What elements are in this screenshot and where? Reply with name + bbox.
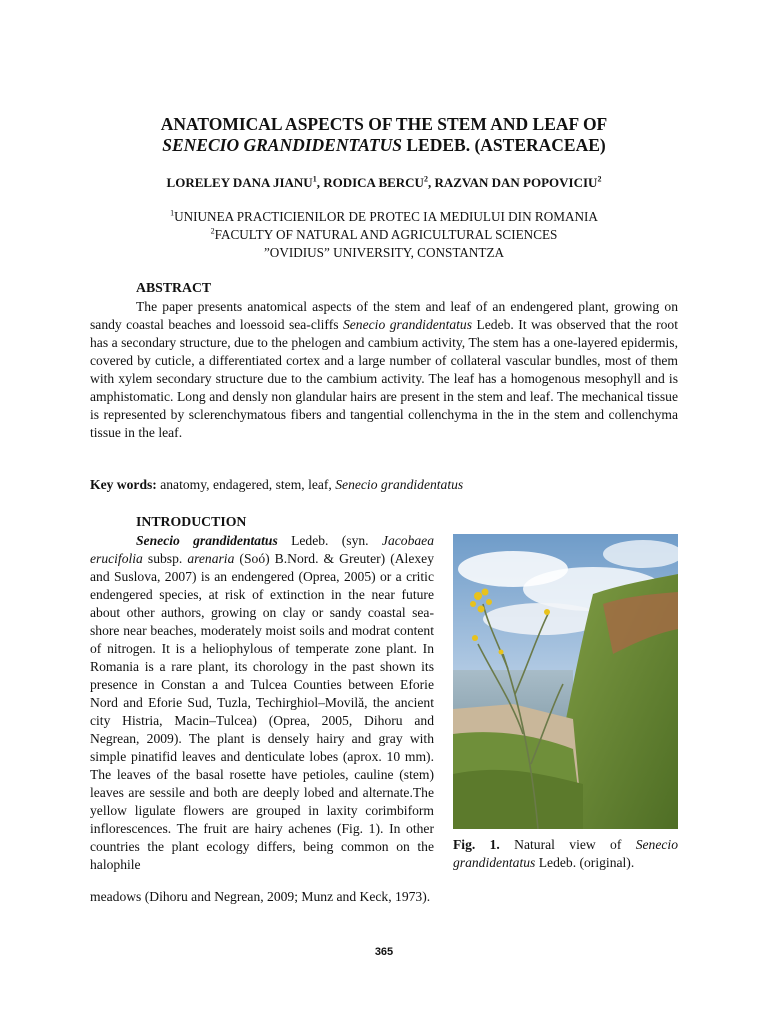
species-name: Senecio grandidentatus bbox=[136, 533, 278, 548]
author-1: LORELEY DANA JIANU bbox=[166, 175, 313, 190]
affil-marker: 1 bbox=[170, 208, 175, 218]
affiliation-2 bbox=[0, 226, 768, 244]
abstract-text: The paper presents anatomical aspects of the stem and leaf of an endengered plant, growing on sandy coastal beaches and loessoid sea-cliffs bbox=[90, 299, 678, 332]
synonym-name: Jacobaea erucifolia bbox=[90, 533, 434, 566]
affiliation-3: ”OVIDIUS” UNIVERSITY, CONSTANTZA bbox=[263, 245, 505, 260]
affil-marker: 2 bbox=[597, 174, 602, 184]
affil-marker: 2 bbox=[210, 226, 215, 236]
affiliation-1 bbox=[0, 208, 768, 226]
affiliation-text: FACULTY OF NATURAL AND AGRICULTURAL SCIENCES bbox=[214, 227, 558, 242]
intro-text: Ledeb. (syn. bbox=[277, 533, 382, 548]
figure-caption bbox=[453, 836, 678, 872]
keywords-label: Key words: bbox=[90, 477, 157, 492]
affiliation-text: UNIUNEA PRACTICIENILOR DE PROTEC IA MEDIULUI DIN ROMANIA bbox=[174, 209, 598, 224]
species-name: Senecio grandidentatus bbox=[453, 837, 678, 870]
introduction-paragraph bbox=[90, 532, 434, 874]
paper-title-line2 bbox=[0, 135, 768, 156]
intro-text: (Soó) B.Nord. & Greuter) (Alexey and Suslova, 2007) is an endengered (Oprea, 2005) or a critic endengered species, at risk of extinction in the near future about other authors, growing on clay or sandy coastal sea-shore near beaches, moderately moist soils and modrat content of nitrogen. It is a heliophylous of temperate zone plant. In Romania is a rare plant, its chorology in the past shown its presence in Constan a and Tulcea Counties between Eforie Nord and Eforie Sud, Tuzla, Techirghiol–Movilă, the ancient city Histria, Macin–Tulcea) (Oprea, 2005, Dihoru and Negrean, 2009). The plant is densely hairy and gray with simple pinatifid leaves and denticulate lobes (aprox. 10 mm). The leaves of the basal rosette have petioles, cauline (stem) leaves are sessile and both are deeply lobed and alternate.The yellow ligulate flowers are grouped in laxity corimbiform inflorescences. The fruit are hairy achenes (Fig. 1). In other countries the plant ecology differs, being common on the halophile bbox=[90, 551, 434, 872]
intro-text: subsp. bbox=[142, 551, 188, 566]
plant-photo-illustration bbox=[453, 534, 678, 829]
caption-text: Natural view of bbox=[499, 837, 636, 852]
keywords bbox=[90, 477, 463, 493]
page-number: 365 bbox=[374, 946, 394, 958]
author-list bbox=[0, 175, 768, 191]
title-suffix: LEDEB. (ASTERACEAE) bbox=[402, 135, 606, 155]
abstract-heading: ABSTRACT bbox=[136, 280, 212, 295]
author-3: RAZVAN DAN POPOVICIU bbox=[434, 175, 598, 190]
species-name: Senecio grandidentatus bbox=[342, 317, 473, 332]
caption-text: Ledeb. (original). bbox=[535, 855, 635, 870]
affil-marker: 1 bbox=[312, 174, 317, 184]
introduction-last-line: meadows (Dihoru and Negrean, 2009; Munz and Keck, 1973). bbox=[90, 889, 431, 904]
separator: , bbox=[316, 175, 324, 190]
species-name: SENECIO GRANDIDENTATUS bbox=[162, 135, 402, 155]
author-2: RODICA BERCU bbox=[323, 175, 424, 190]
figure-label: Fig. 1. bbox=[453, 837, 500, 852]
keywords-text: anatomy, endagered, stem, leaf, bbox=[156, 477, 336, 492]
keywords-species: Senecio grandidentatus bbox=[335, 477, 464, 492]
paper-title-line1: ANATOMICAL ASPECTS OF THE STEM AND LEAF OF bbox=[160, 114, 608, 134]
figure-photo bbox=[453, 534, 678, 829]
abstract-paragraph bbox=[90, 298, 678, 442]
subspecies-name: arenaria bbox=[187, 551, 235, 566]
abstract-text: Ledeb. It was observed that the root has a secondary structure, due to the phelogen and cambium activity, The stem has a one-layered epidermis, covered by cuticle, a differentiated cortex and a large number of collateral vascular bundles, most of them with xylem secondary structure due to the cambium activity. The leaf has a homogenous mesophyll and is amphistomatic. Long and densly non glandular hairs are present in the stem and leaf. The mechanical tissue is represented by sclerenchymatous fibers and tangential collenchyma in the in the stem and collenchyma tissue in the leaf. bbox=[90, 317, 678, 440]
separator: , bbox=[427, 175, 435, 190]
introduction-heading: INTRODUCTION bbox=[136, 514, 247, 529]
affil-marker: 2 bbox=[423, 174, 428, 184]
